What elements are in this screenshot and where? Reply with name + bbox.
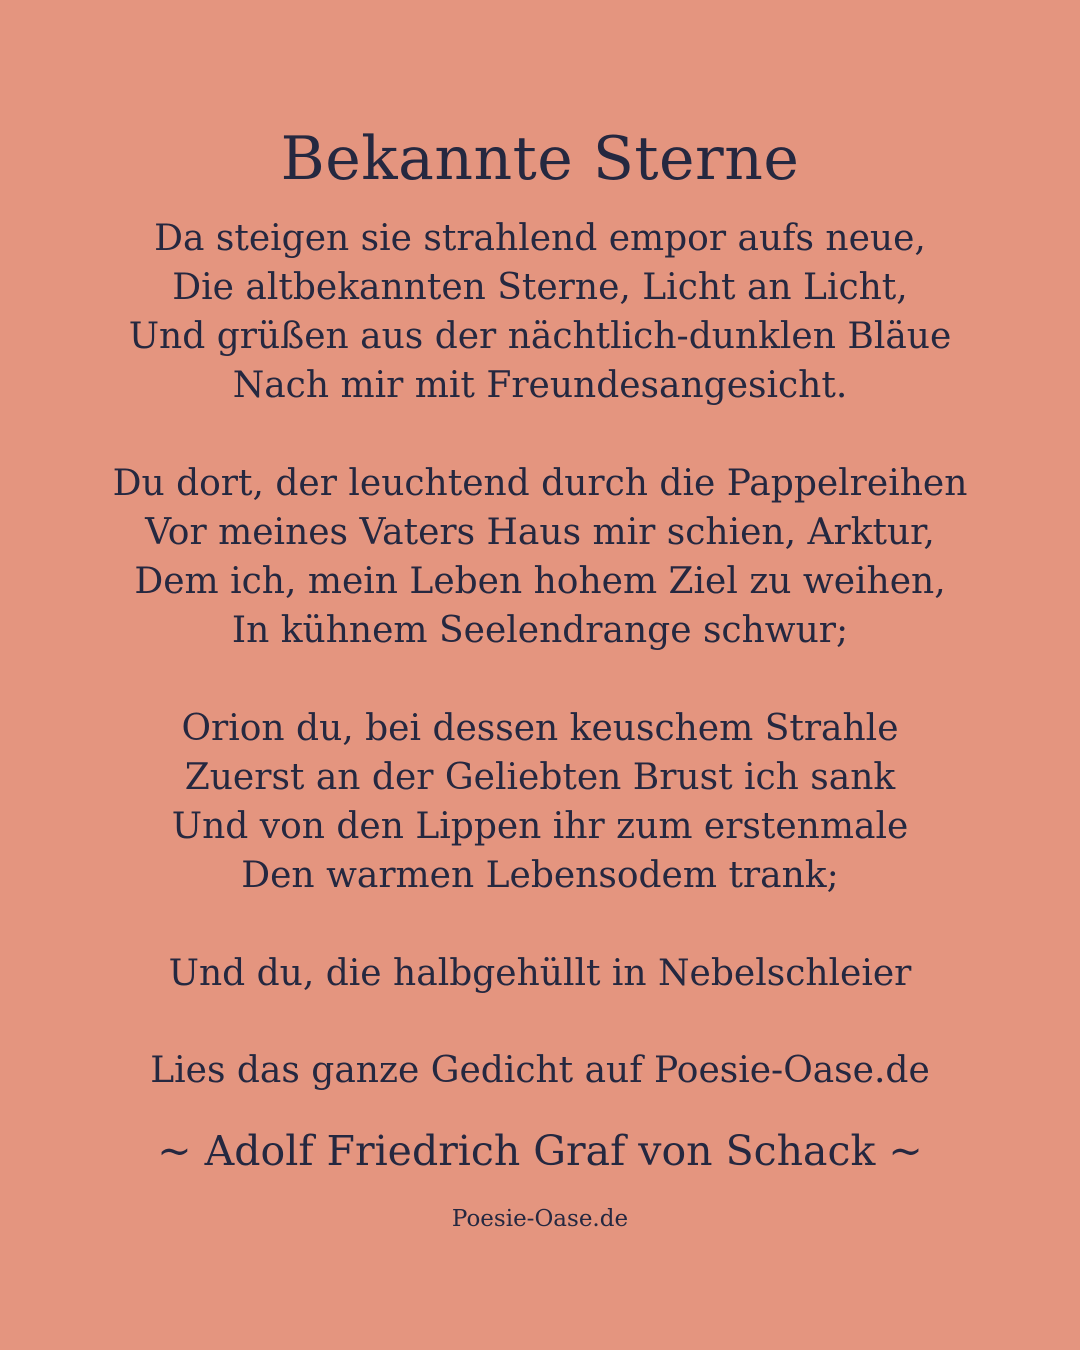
stanza-2: [0, 459, 1080, 655]
stanza-3: [0, 704, 1080, 900]
poem-line: Vor meines Vaters Haus mir schien, Arktur,: [145, 512, 935, 553]
read-full-poem-text: Lies das ganze Gedicht auf Poesie-Oase.de: [150, 1050, 930, 1091]
poem-line: Und grüßen aus der nächtlich-dunklen Bläue: [128, 316, 952, 357]
poem-line: Da steigen sie strahlend empor aufs neue,: [154, 218, 926, 259]
author-name: ~ Adolf Friedrich Graf von Schack ~: [157, 1127, 923, 1175]
poem-line: Orion du, bei dessen keuschem Strahle: [181, 708, 899, 749]
stanza-1: [0, 214, 1080, 410]
poem-line: In kühnem Seelendrange schwur;: [231, 610, 849, 651]
poem-line: Nach mir mit Freundesangesicht.: [232, 365, 848, 406]
poem-title: Bekannte Sterne: [280, 124, 800, 194]
poem-line: Zuerst an der Geliebten Brust ich sank: [184, 757, 896, 798]
poem-line: Und von den Lippen ihr zum erstenmale: [171, 806, 909, 847]
poem-line: Und du, die halbgehüllt in Nebelschleier: [168, 953, 912, 994]
poem-line: Die altbekannten Sterne, Licht an Licht,: [172, 267, 908, 308]
stanza-4: [0, 949, 1080, 998]
poem-body: [0, 214, 1080, 1047]
poem-line: Den warmen Lebensodem trank;: [241, 855, 839, 896]
poem-line: Du dort, der leuchtend durch die Pappelreihen: [112, 463, 968, 504]
poem-line: Dem ich, mein Leben hohem Ziel zu weihen,: [134, 561, 946, 602]
site-credit: Poesie-Oase.de: [451, 1206, 629, 1232]
